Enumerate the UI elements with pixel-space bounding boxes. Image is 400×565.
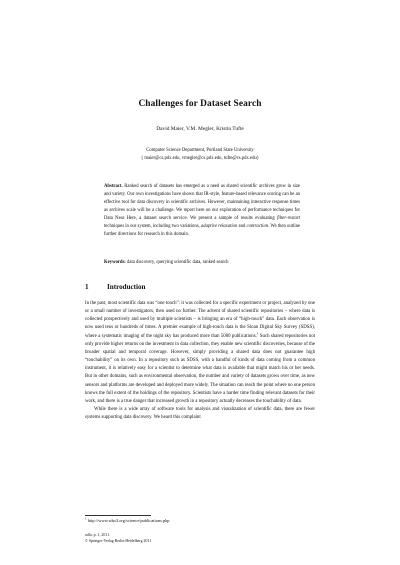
pubinfo-citation: adfa, p. 1, 2011.: [85, 533, 111, 537]
abstract-label: Abstract.: [104, 184, 123, 189]
footnote-ref[interactable]: 1: [256, 331, 259, 336]
keywords-text: data discovery, querying scientific data, ranked search: [127, 260, 229, 265]
abstract: [104, 183, 300, 239]
footnote: [85, 518, 170, 523]
abstract-em-contraction: contraction: [246, 223, 269, 229]
paragraph-1-part-a: In the past, most scientific data was “one touch”: it was collected for a specific experiment or project, analyzed by one or a small number of investigators, then used no further. The advent of shared scientific repositories – where data is collected prospectively and used by multiple scientists – is bringing an era of “high-touch” data. Each observation is now used tens or hundreds of times. A premier example of high-touch data is the Sloan Digital Sky Survey (SDSS), where a systematic imaging of the night sky has produced more than 5000 publications.: [85, 301, 315, 339]
author-list: David Maier, V.M. Megler, Kristin Tufte: [156, 126, 244, 132]
body-text: [85, 300, 315, 422]
paper-title: Challenges for Dataset Search: [138, 99, 262, 109]
pubinfo-copyright: © Springer-Verlag Berlin Heidelberg 2011: [85, 538, 152, 543]
section-heading: [85, 283, 146, 291]
paragraph: [85, 300, 315, 406]
keywords-label: Keywords:: [104, 260, 126, 265]
publication-info: [85, 533, 151, 544]
affiliation-block: [0, 147, 400, 162]
abstract-text-3: and: [238, 223, 246, 229]
section-number: 1: [85, 283, 89, 291]
footnote-url[interactable]: http://www.sdss3.org/science/publications.php: [86, 518, 170, 523]
abstract-em-filter-restart: filter-restart: [277, 215, 300, 221]
affiliation-emails: { maier@cs.pdx.edu, vmegler@cs.pdx.edu, tufte@cs.pdx.edu}: [140, 155, 260, 161]
section-title: Introduction: [107, 283, 146, 291]
keywords: [104, 259, 300, 267]
abstract-text-4: . We then outline further directions for research in this domain.: [104, 223, 301, 237]
abstract-em-adaptive-relaxation: adaptive relaxation: [200, 223, 238, 229]
affiliation-department: Computer Science Department, Portland State University: [146, 148, 254, 153]
abstract-text-1: Ranked search of datasets has emerged as a need as shared scientific archives grow in size and variety. Our own investigations have shown that IR-style, feature-based relevance scoring can be an effective tool for data discovery in scientific archives. However, maintaining interactive response times as archives scale will be a challenge. We report here on our exploration of performance techniques for Data Near Here, a dataset search service. We present a sample of results evaluating: [104, 184, 300, 221]
abstract-text-2: techniques in our system, including two variations,: [104, 223, 200, 229]
footnote-mark: 1: [85, 516, 87, 521]
footnote-divider: [85, 515, 151, 516]
paragraph-1-part-b: Such shared repositories not only provide higher returns on the investment in data collection, they enable new scientific discoveries, because of the broader spatial and temporal coverage. However, simply providing a shared data does not guarantee high “touchability” on its own. In a repository such as SDSS, with a handful of kinds of data coming from a common instrument, it is relatively easy for a scientist to determine what data is available that might match his or her needs. But in other domains, such as environmental observation, the number and variety of datasets grows over time, as new sensors and platforms are developed and deployed more widely. The situation can reach the point where no one person knows the full extent of the holdings of the repository. Scientists have a harder time finding relevant datasets for their work, and there is a true danger that increased growth in a repository actually decreases the touchability of data.: [85, 333, 316, 404]
paragraph: While there is a wide array of software tools for analysis and visualization of scientific data, there are fewer systems supporting data discovery. We heard this complaint: [85, 407, 315, 421]
